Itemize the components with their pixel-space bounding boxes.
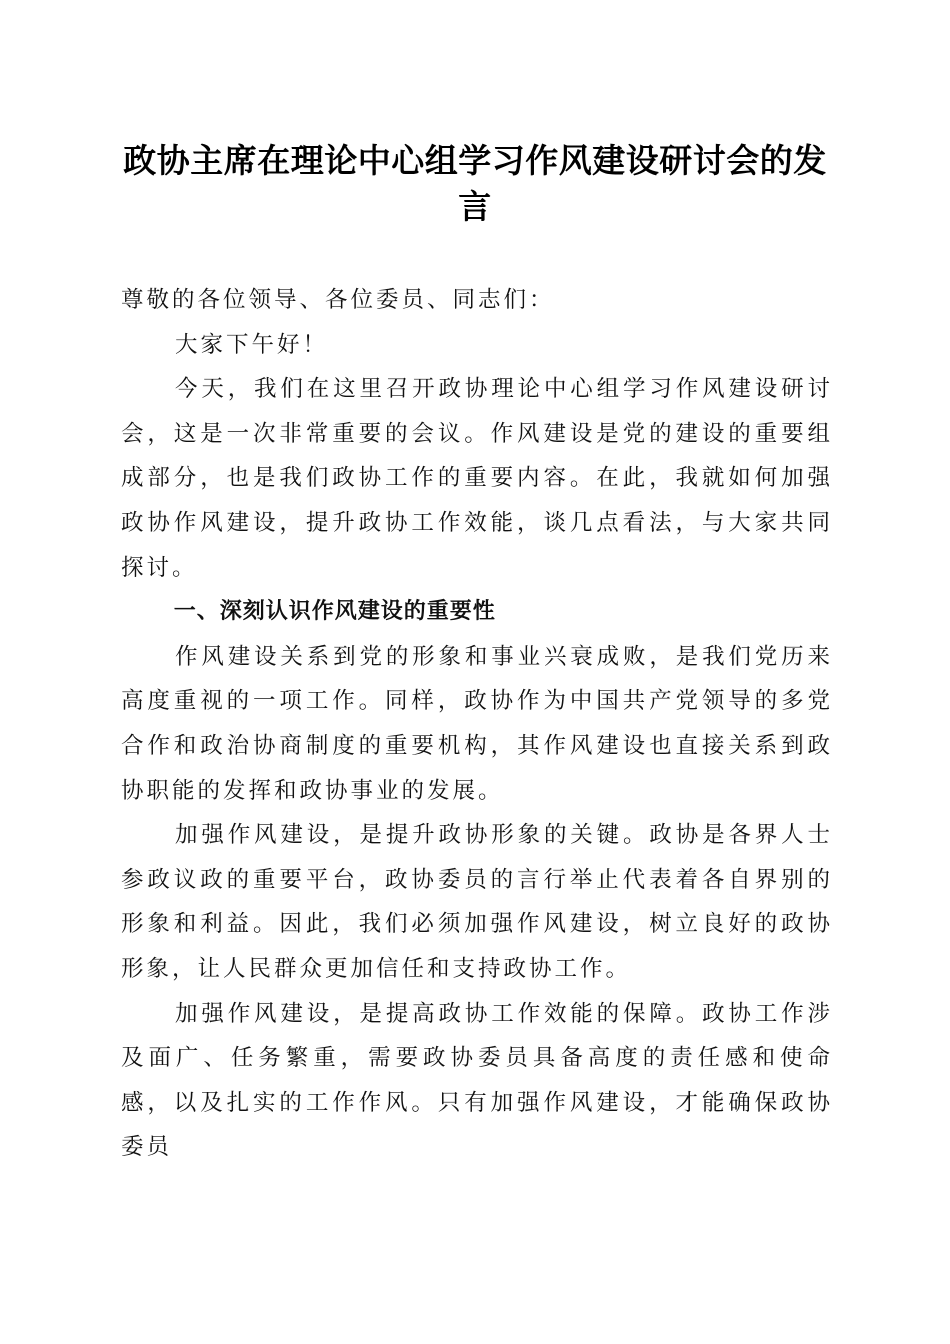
salutation: 尊敬的各位领导、各位委员、同志们： [121,287,555,313]
greeting: 大家下午好！ [175,331,329,358]
document-title: 政协主席在理论中心组学习作风建设研讨会的发言 [123,141,827,226]
body-paragraph: 作风建设关系到党的形象和事业兴衰成败，是我们党历来高度重视的一项工作。同样，政协作为中国共产党领导的多党合作和政治协商制度的重要机构，其作风建设也直接关系到政协职能的发挥和政协事业的发展。 [121,643,833,804]
document-body [121,278,833,1170]
body-paragraph: 加强作风建设，是提升政协形象的关键。政协是各界人士参政议政的重要平台，政协委员的言行举止代表着各自界别的形象和利益。因此，我们必须加强作风建设，树立良好的政协形象，让人民群众更加信任和支持政协工作。 [121,822,833,982]
intro-paragraph: 今天，我们在这里召开政协理论中心组学习作风建设研讨会，这是一次非常重要的会议。作风建设是党的建设的重要组成部分，也是我们政协工作的重要内容。在此，我就如何加强政协作风建设，提升政协工作效能，谈几点看法，与大家共同探讨。 [121,376,833,581]
body-paragraph: 加强作风建设，是提高政协工作效能的保障。政协工作涉及面广、任务繁重，需要政协委员具备高度的责任感和使命感，以及扎实的工作作风。只有加强作风建设，才能确保政协委员 [121,1000,833,1161]
section-heading: 一、深刻认识作风建设的重要性 [173,599,496,625]
